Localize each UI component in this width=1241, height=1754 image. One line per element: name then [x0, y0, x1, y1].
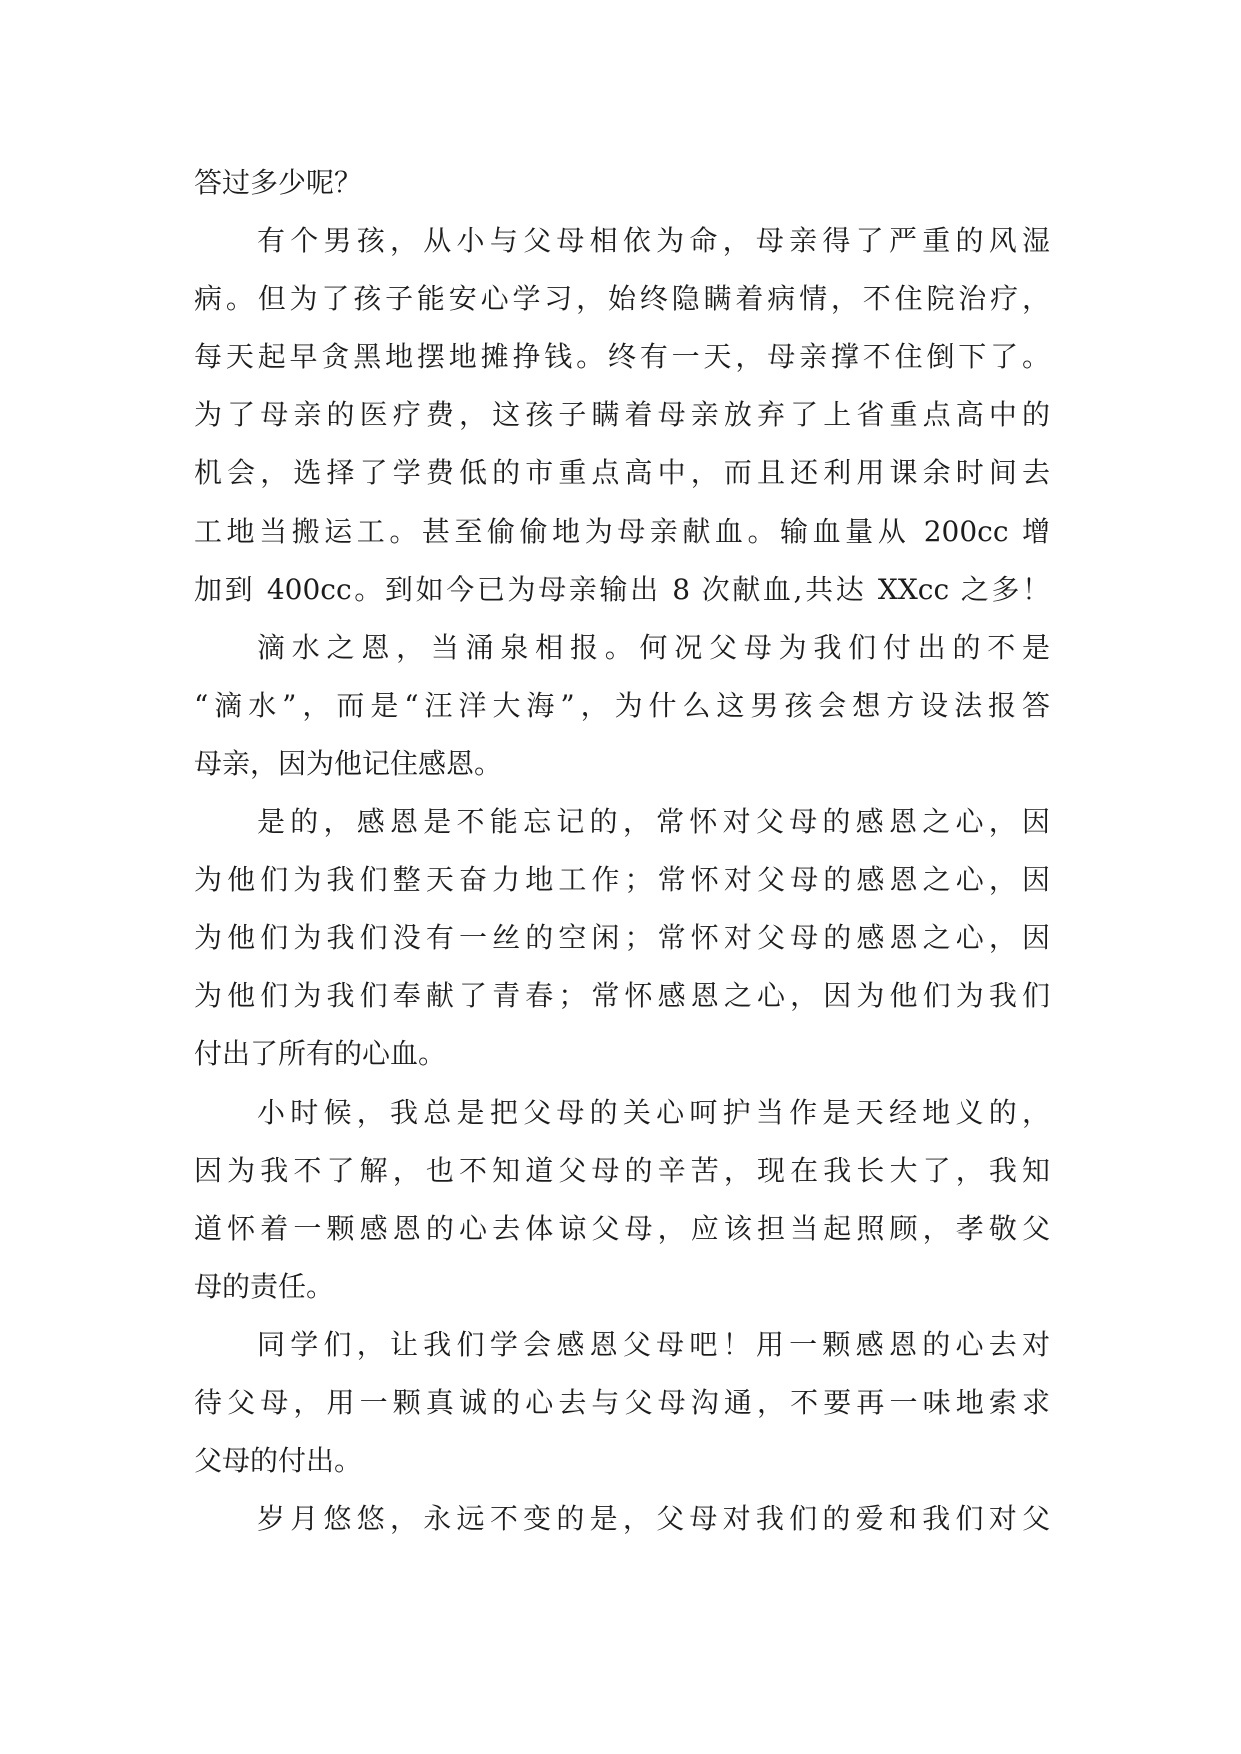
text-line: 为他们为我们奉献了青春；常怀感恩之心，因为他们为我们	[194, 979, 1050, 1013]
text-line: 待父母，用一颗真诚的心去与父母沟通，不要再一味地索求	[194, 1385, 1050, 1419]
text-line: 为了母亲的医疗费，这孩子瞒着母亲放弃了上省重点高中的	[194, 398, 1050, 432]
text-line: 是的，感恩是不能忘记的，常怀对父母的感恩之心，因	[257, 805, 1050, 839]
text-line: 母的责任。	[194, 1269, 335, 1303]
text-line: 母亲，因为他记住感恩。	[194, 746, 503, 780]
text-line: 因为我不了解，也不知道父母的辛苦，现在我长大了，我知	[194, 1153, 1050, 1187]
text-line: 滴水之恩，当涌泉相报。何况父母为我们付出的不是	[257, 630, 1050, 664]
text-line: 加到 400cc。到如今已为母亲输出 8 次献血,共达 XXcc 之多！	[194, 572, 1050, 606]
text-line: 同学们，让我们学会感恩父母吧！用一颗感恩的心去对	[257, 1327, 1050, 1361]
text-line: 每天起早贪黑地摆地摊挣钱。终有一天，母亲撑不住倒下了。	[194, 340, 1050, 374]
text-line: 父母的付出。	[194, 1444, 363, 1478]
text-line: “滴水”，而是“汪洋大海”，为什么这男孩会想方设法报答	[194, 688, 1050, 722]
text-line: 工地当搬运工。甚至偷偷地为母亲献血。输血量从 200cc 增	[194, 514, 1050, 548]
text-line: 付出了所有的心血。	[194, 1037, 447, 1071]
text-line: 为他们为我们整天奋力地工作；常怀对父母的感恩之心，因	[194, 863, 1050, 897]
body-text	[194, 154, 1050, 1548]
text-line: 岁月悠悠，永远不变的是，父母对我们的爱和我们对父	[257, 1502, 1050, 1536]
text-line: 小时候，我总是把父母的关心呵护当作是天经地义的，	[257, 1095, 1050, 1129]
text-line: 机会，选择了学费低的市重点高中，而且还利用课余时间去	[194, 456, 1050, 490]
text-line: 为他们为我们没有一丝的空闲；常怀对父母的感恩之心，因	[194, 921, 1050, 955]
text-line: 答过多少呢？	[194, 166, 363, 199]
text-line: 有个男孩，从小与父母相依为命，母亲得了严重的风湿	[257, 224, 1050, 258]
text-line: 病。但为了孩子能安心学习，始终隐瞒着病情，不住院治疗，	[194, 282, 1050, 316]
text-line: 道怀着一颗感恩的心去体谅父母，应该担当起照顾，孝敬父	[194, 1211, 1050, 1245]
